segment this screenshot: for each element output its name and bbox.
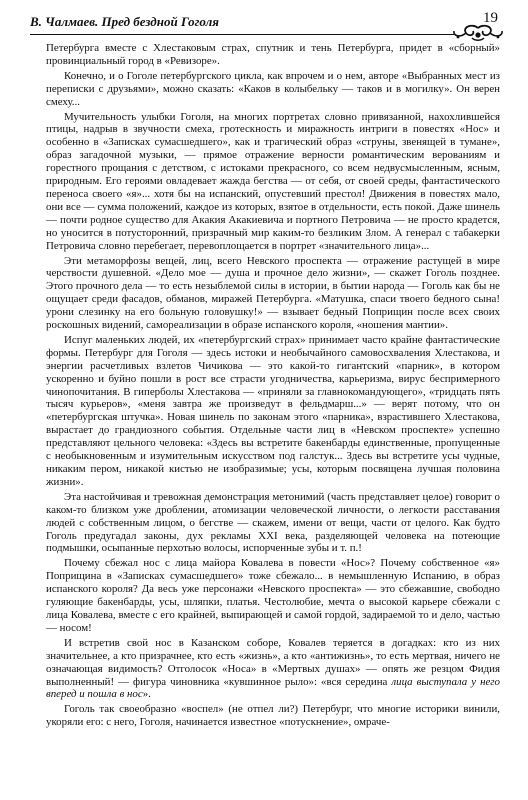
- body-text: [46, 42, 500, 731]
- paragraph: Эта настойчивая и тревожная демонстрация метонимий (часть представляет целое) говорит о каком-то близком уже дроблении, атомизации человеческой личности, о легкости расставания людей с собственным лицом, о бегстве — скажем, имени от вещи, части от целого. Как будто Гоголь предугадал законы, дух рекламы XXI века, разделяющей человека на потеющие подмышки, осыпанные перхотью волосы, испорченные зубы и т. п.!: [46, 490, 500, 555]
- paragraph-text: И встретив свой нос в Казанском соборе, Ковалев теряется в догадках: кто из них значительнее, а кто призрачнее, кто есть «жизнь», а кто «антижизнь», то есть мертвая, ничего не означающая видимость? Отголосок «Носа» в «Мертвых душах» — опять же резцом Фидия выполненный! — фигура чиновника «кувшинное рыло»: «вся середина: [46, 636, 500, 688]
- paragraph: Почему сбежал нос с лица майора Ковалева в повести «Нос»? Почему собственное «я» Поприщина в «Записках сумасшедшего» тоже сбежало... в немышленную Испанию, в образ испанского короля? Да весь уже персонажи «Невского проспекта» — это сбежавшие, свободно гуляющие бакенбарды, усы, шляпки, платья. Честолюбие, мечта о высокой карьере сбежали с лица Ковалева, вместе с его крайней, выпирающей и самой гордой, задираемой то и дело, частью — носом!: [46, 557, 500, 634]
- paragraph-tail: ».: [142, 688, 151, 701]
- paragraph: Петербурга вместе с Хлестаковым страх, спутник и тень Петербурга, придет в «сборный» провинциальный город в «Ревизоре».: [46, 42, 500, 67]
- header-rule: [30, 34, 454, 35]
- paragraph: Мучительность улыбки Гоголя, на многих портретах словно привязанной, нахохлившейся птицы, надрыв в звучности смеха, гротескность и миражность интриги в повестях «Нос» и особенно в «Записках сумасшедшего», как и трагический образ «струны, звенящей в тумане», образ загадочной музыки, — прямое отражение верности романтическим верованиям и горестного прощания с детством, с истоками прекрасного, со всем недвусмысленным, ясным, природным. Его героями овладевает жажда бегства — от себя, от своей среды, фантастического переноса своего «я»... хотя бы на испанский, опустевший престол! Движения в повестях мало, они все — сумма положений, каждое из которых, взятое в отдельности, есть покой. Даже шинель — почти родное существо для Акакия Акакиевича и портного Петровича — не просто крадется, но уносится в потусторонний, призрачный мир каким-то безликим Злом. А генерал с табакерки Петровича словно перебегает, перевоплощается в портрет «значительного лица»...: [46, 110, 500, 252]
- paragraph: Испуг маленьких людей, их «петербургский страх» принимает часто крайне фантастические формы. Петербург для Гоголя — здесь истоки и необычайного самовосхваления Хлестакова, и энергии расчетливых взлетов Чичикова — это какой-то гигантский «парник», в котором ускоренно и буйно пошли в рост все страсти угодничества, карьеризма, вирус беспримерного чинопочитания. В гиперболы Хлестакова — «приняли за главнокомандующего», «тридцать пять тысяч курьеров», «меня завтра же произведут в фельдмарш...» — верят потому, что он «петербургская штучка». Новая шинель по законам этого «парника», взрастившего Хлестакова, вырастает до грандиозного события. Отдельные части лиц в «Невском проспекте» успешно представляют цельного человека: «Здесь вы встретите бакенбарды единственные, пропущенные с необыкновенным и изумительным искусством под галстук... Здесь вы встретите усы чудные, никаким пером, никакой кистью не изобразимые; усы, которым посвящена лучшая половина жизни».: [46, 333, 500, 488]
- running-head: В. Чалмаев. Пред бездной Гоголя: [30, 14, 219, 29]
- paragraph: Эти метаморфозы вещей, лиц, всего Невского проспекта — отражение растущей в мире черствости душевной. «Дело мое — душа и прочное дело жизни», — скажет Гоголь позднее. Этого прочного дела — то есть незыблемой силы в истории, в бытии народа — Гоголь как бы не ощущает среди фасадов, обманов, миражей Петербурга. «Матушка, спаси твоего бедного сына! урони слезинку на его больную головушку!» — взывает бедный Поприщин после всех своих роскошных видений, самореализации в образе испанского короля, «ношения мантии».: [46, 254, 500, 332]
- paragraph: Гоголь так своеобразно «воспел» (не отпел ли?) Петербург, что многие историки винили, укоряли его: с него, Гоголя, начинается известное «потускнение», омраче-: [46, 703, 500, 729]
- ornament-icon: [450, 24, 506, 42]
- page-header: [30, 8, 506, 40]
- italic-quote: лица выступала у него вперед и пошла в нос: [46, 675, 500, 701]
- paragraph: [46, 637, 500, 702]
- paragraph: Конечно, и о Гоголе петербургского цикла, как впрочем и о нем, авторе «Выбранных мест из переписки с друзьями», можно сказать: «Каков в колыбельку — таков и в могилку». Он верен смеху...: [46, 69, 500, 108]
- page-number: 19: [483, 10, 498, 26]
